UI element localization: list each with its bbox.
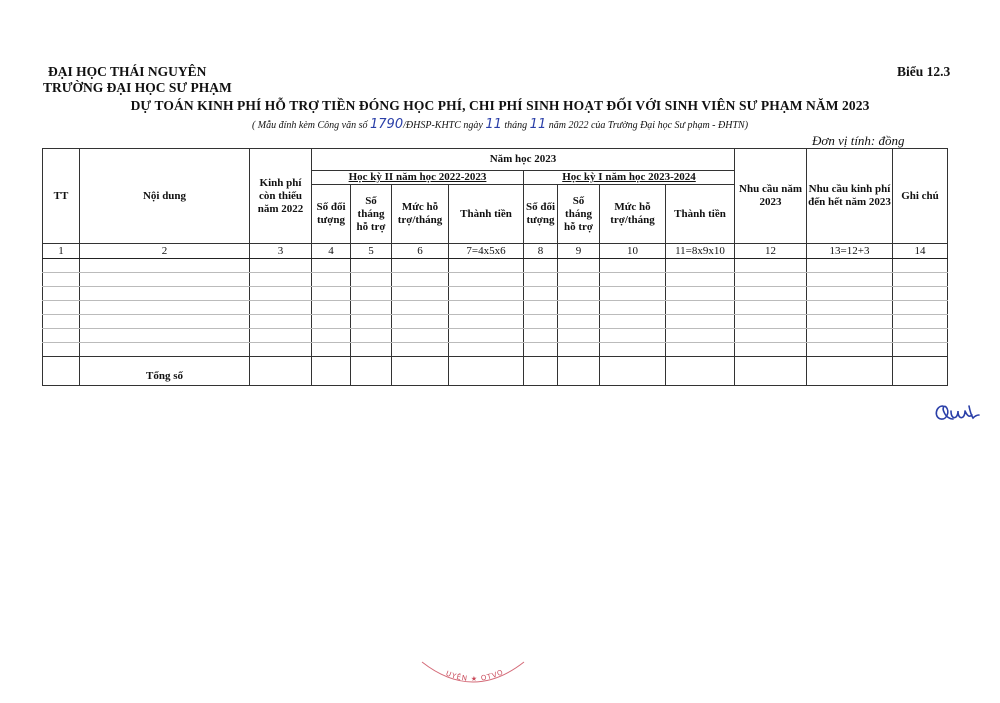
subtitle-part-3: tháng bbox=[501, 120, 530, 131]
table-row bbox=[43, 343, 948, 357]
column-number: 6 bbox=[392, 244, 449, 259]
org-name-school: TRƯỜNG ĐẠI HỌC SƯ PHẠM bbox=[43, 80, 232, 95]
header-shortfall-2022: Kinh phí còn thiếu năm 2022 bbox=[250, 149, 312, 244]
subtitle-part-4: năm 2022 của Trường Đại học Sư phạm - ĐHTN) bbox=[546, 120, 749, 131]
form-number: Biểu 12.3 bbox=[897, 64, 951, 79]
signature-initials-mark bbox=[933, 402, 981, 424]
header-months-s2: Số tháng hỗ trợ bbox=[351, 185, 392, 244]
header-school-year: Năm học 2023 bbox=[312, 149, 735, 171]
handwritten-day: 11 bbox=[485, 117, 502, 132]
total-row bbox=[43, 357, 948, 386]
handwritten-month: 11 bbox=[529, 117, 547, 132]
header-semester-2: Học kỳ II năm học 2022-2023 bbox=[312, 171, 524, 185]
table-row bbox=[43, 301, 948, 315]
header-num-students-s2: Số đối tượng bbox=[312, 185, 351, 244]
column-number: 4 bbox=[312, 244, 351, 259]
table-row bbox=[43, 329, 948, 343]
table-row bbox=[43, 259, 948, 273]
document-title: DỰ TOÁN KINH PHÍ HỖ TRỢ TIỀN ĐÓNG HỌC PHÍ, CHI PHÍ SINH HOẠT ĐỐI VỚI SINH VIÊN SƯ PHẠM NĂM 2023 bbox=[130, 98, 870, 113]
column-number: 5 bbox=[351, 244, 392, 259]
column-number: 7=4x5x6 bbox=[449, 244, 524, 259]
header-amount-s2: Thành tiền bbox=[449, 185, 524, 244]
header-need-total: Nhu cầu kinh phí đến hết năm 2023 bbox=[807, 149, 893, 244]
table-row bbox=[43, 287, 948, 301]
header-note: Ghi chú bbox=[893, 149, 948, 244]
column-number: 9 bbox=[558, 244, 600, 259]
currency-unit: Đơn vị tính: đồng bbox=[812, 133, 905, 148]
header-rate-s1: Mức hỗ trợ/tháng bbox=[600, 185, 666, 244]
header-rate-s2: Mức hỗ trợ/tháng bbox=[392, 185, 449, 244]
subtitle-part-1: ( Mẫu đính kèm Công văn số bbox=[251, 120, 371, 131]
header-row-1 bbox=[43, 149, 948, 171]
table-row bbox=[43, 315, 948, 329]
column-number: 10 bbox=[600, 244, 666, 259]
column-number: 14 bbox=[893, 244, 948, 259]
header-amount-s1: Thành tiền bbox=[666, 185, 735, 244]
red-stamp-seal bbox=[418, 660, 528, 700]
org-name-university: ĐẠI HỌC THÁI NGUYÊN bbox=[48, 64, 207, 79]
header-need-2023: Nhu cầu năm 2023 bbox=[735, 149, 807, 244]
column-number: 11=8x9x10 bbox=[666, 244, 735, 259]
header-tt: TT bbox=[43, 149, 80, 244]
handwritten-doc-number: 1790 bbox=[370, 117, 404, 132]
subtitle-part-2: /ĐHSP-KHTC ngày bbox=[403, 120, 486, 131]
budget-table bbox=[42, 148, 948, 386]
table-row bbox=[43, 273, 948, 287]
document-subtitle bbox=[0, 117, 1000, 132]
column-number: 8 bbox=[524, 244, 558, 259]
column-number: 3 bbox=[250, 244, 312, 259]
header-num-students-s1: Số đối tượng bbox=[524, 185, 558, 244]
column-number: 1 bbox=[43, 244, 80, 259]
column-number-row bbox=[43, 244, 948, 259]
column-number: 2 bbox=[80, 244, 250, 259]
header-content: Nội dung bbox=[80, 149, 250, 244]
column-number: 12 bbox=[735, 244, 807, 259]
header-semester-1: Học kỳ I năm học 2023-2024 bbox=[524, 171, 735, 185]
stamp-text: UYÊN ★ OTVO bbox=[444, 668, 505, 684]
header-months-s1: Số tháng hỗ trợ bbox=[558, 185, 600, 244]
column-number: 13=12+3 bbox=[807, 244, 893, 259]
total-label: Tổng số bbox=[80, 357, 250, 386]
